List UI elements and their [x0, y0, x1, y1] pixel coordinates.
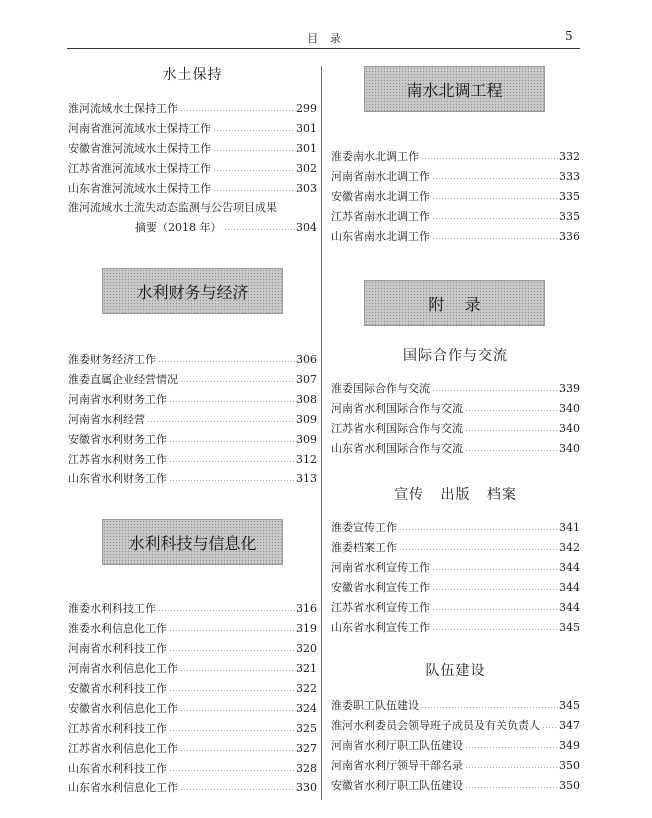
leader-dots — [421, 158, 558, 159]
toc-entry[interactable]: 山东省水利信息化工作 330 — [68, 781, 317, 794]
leader-dots — [169, 770, 295, 771]
toc-entry[interactable]: 河南省水利科技工作 320 — [68, 642, 317, 655]
leader-dots — [432, 589, 558, 590]
toc-entry[interactable]: 山东省淮河流域水土保持工作 303 — [68, 182, 317, 195]
leader-dots — [465, 787, 558, 788]
toc-entry[interactable]: 河南省淮河流域水土保持工作 301 — [68, 122, 317, 135]
toc-entry[interactable]: 安徽省水利信息化工作 324 — [68, 702, 317, 715]
leader-dots — [465, 767, 558, 768]
toc-entry[interactable]: 淮委国际合作与交流 339 — [331, 382, 580, 395]
toc-entry[interactable]: 淮委职工队伍建设 345 — [331, 699, 580, 712]
toc-entry[interactable]: 河南省水利厅领导干部名录 350 — [331, 759, 580, 772]
toc-entry[interactable]: 淮委水利信息化工作 319 — [68, 622, 317, 635]
leader-dots — [432, 218, 558, 219]
toc-entry[interactable]: 河南省水利财务工作 308 — [68, 393, 317, 406]
leader-dots — [465, 410, 558, 411]
leader-dots — [180, 670, 295, 671]
section-box-finance-economy: 水利财务与经济 — [102, 268, 283, 314]
toc-entry[interactable]: 安徽省水利财务工作 309 — [68, 433, 317, 446]
toc-entry[interactable]: 安徽省淮河流域水土保持工作 301 — [68, 142, 317, 155]
leader-dots — [180, 110, 295, 111]
toc-entry[interactable]: 淮委宣传工作 341 — [331, 521, 580, 534]
leader-dots — [169, 630, 295, 631]
leader-dots — [432, 609, 558, 610]
toc-entry[interactable]: 江苏省水利信息化工作 327 — [68, 742, 317, 755]
toc-entry[interactable]: 安徽省水利科技工作 322 — [68, 682, 317, 695]
section-title-soil-conservation: 水土保持 — [162, 67, 223, 83]
leader-dots — [432, 198, 558, 199]
leader-dots — [432, 178, 558, 179]
leader-dots — [432, 629, 558, 630]
leader-dots — [465, 450, 558, 451]
leader-dots — [432, 569, 558, 570]
section-title-international: 国际合作与交流 — [403, 348, 508, 364]
leader-dots — [399, 549, 558, 550]
toc-entry[interactable]: 山东省水利财务工作 313 — [68, 472, 317, 485]
column-divider — [321, 66, 322, 800]
header-title: 目 录 — [307, 32, 345, 45]
toc-entry[interactable]: 山东省水利国际合作与交流 340 — [331, 442, 580, 455]
leader-dots — [465, 430, 558, 431]
leader-dots — [213, 170, 295, 171]
toc-entry[interactable]: 淮委直属企业经营情况 307 — [68, 373, 317, 386]
toc-entry[interactable]: 淮委水利科技工作 316 — [68, 602, 317, 615]
toc-entry[interactable]: 河南省南水北调工作 333 — [331, 170, 580, 183]
toc-entry[interactable]: 河南省水利经营 309 — [68, 413, 317, 426]
leader-dots — [180, 750, 295, 751]
leader-dots — [169, 650, 295, 651]
toc-entry[interactable]: 河南省水利信息化工作 321 — [68, 662, 317, 675]
leader-dots — [213, 130, 295, 131]
toc-entry[interactable]: 江苏省水利财务工作 312 — [68, 453, 317, 466]
leader-dots — [421, 707, 558, 708]
leader-dots — [169, 461, 295, 462]
toc-entry[interactable]: 江苏省水利国际合作与交流 340 — [331, 422, 580, 435]
toc-entry[interactable]: 安徽省水利厅职工队伍建设 350 — [331, 779, 580, 792]
leader-dots — [432, 238, 558, 239]
toc-entry[interactable]: 安徽省水利宣传工作 344 — [331, 581, 580, 594]
leader-dots — [542, 727, 558, 728]
toc-entry[interactable]: 河南省水利厅职工队伍建设 349 — [331, 739, 580, 752]
toc-entry[interactable]: 江苏省淮河流域水土保持工作 302 — [68, 162, 317, 175]
leader-dots — [180, 710, 295, 711]
section-box-appendix: 附 录 — [364, 280, 545, 326]
toc-entry[interactable]: 安徽省南水北调工作 335 — [331, 190, 580, 203]
leader-dots — [180, 381, 295, 382]
leader-dots — [465, 747, 558, 748]
page-number: 5 — [565, 29, 573, 43]
toc-entry[interactable]: 淮河流域水土保持工作 299 — [68, 102, 317, 115]
leader-dots — [169, 441, 295, 442]
toc-entry[interactable]: 淮委财务经济工作 306 — [68, 353, 317, 366]
toc-entry[interactable]: 山东省水利科技工作 328 — [68, 762, 317, 775]
toc-entry[interactable]: 淮委南水北调工作 332 — [331, 150, 580, 163]
leader-dots — [213, 190, 295, 191]
leader-dots — [169, 480, 295, 481]
toc-entry[interactable]: 江苏省水利宣传工作 344 — [331, 601, 580, 614]
section-title-publicity: 宣传 出版 档案 — [394, 487, 517, 503]
leader-dots — [180, 789, 295, 790]
header-rule — [67, 48, 580, 49]
toc-entry[interactable]: 山东省水利宣传工作 345 — [331, 621, 580, 634]
section-box-south-north-water: 南水北调工程 — [364, 66, 545, 112]
leader-dots — [147, 421, 295, 422]
toc-entry[interactable]: 山东省南水北调工作 336 — [331, 230, 580, 243]
leader-dots — [158, 361, 295, 362]
leader-dots — [399, 529, 558, 530]
section-box-science-informatization: 水利科技与信息化 — [102, 519, 283, 565]
leader-dots — [224, 229, 296, 230]
toc-entry[interactable]: 河南省水利宣传工作 344 — [331, 561, 580, 574]
leader-dots — [169, 401, 295, 402]
toc-entry-line1[interactable]: 淮河流域水土流失动态监测与公告项目成果 — [68, 201, 277, 214]
leader-dots — [169, 730, 295, 731]
toc-entry[interactable]: 江苏省水利科技工作 325 — [68, 722, 317, 735]
toc-entry[interactable]: 江苏省南水北调工作 335 — [331, 210, 580, 223]
leader-dots — [213, 150, 295, 151]
section-title-team-building: 队伍建设 — [425, 663, 486, 679]
toc-entry[interactable]: 淮河水利委员会领导班子成员及有关负责人 347 — [331, 719, 580, 732]
leader-dots — [432, 390, 558, 391]
toc-entry[interactable]: 河南省水利国际合作与交流 340 — [331, 402, 580, 415]
leader-dots — [169, 690, 295, 691]
toc-entry-line2[interactable]: 摘要（2018 年） 304 — [135, 221, 317, 234]
leader-dots — [158, 610, 295, 611]
toc-entry[interactable]: 淮委档案工作 342 — [331, 541, 580, 554]
